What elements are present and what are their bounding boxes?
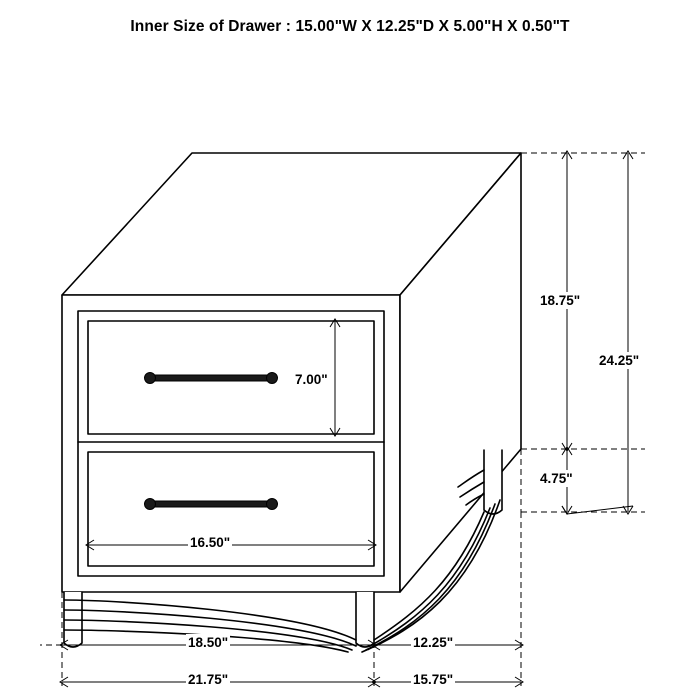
page-title: Inner Size of Drawer : 15.00"W X 12.25"D X 5.00"H X 0.50"T bbox=[130, 18, 570, 35]
upper-handle-end-left bbox=[145, 373, 156, 384]
dim-label-total-height: 24.25" bbox=[599, 353, 640, 368]
lower-handle-end-right bbox=[267, 499, 278, 510]
dim-line-24-25 bbox=[623, 151, 633, 514]
leg-back-right bbox=[484, 450, 502, 514]
dim-label-leg-height: 4.75" bbox=[540, 471, 573, 486]
dim-label-front-leg-span: 18.50" bbox=[188, 635, 229, 650]
dim-label-upper-body-height: 18.75" bbox=[540, 293, 581, 308]
dim-label-drawer-front-width: 16.50" bbox=[190, 535, 231, 550]
dim-label-total-width: 21.75" bbox=[188, 672, 229, 687]
upper-handle-end-right bbox=[267, 373, 278, 384]
dim-label-side-depth: 12.25" bbox=[413, 635, 454, 650]
dim-label-total-depth: 15.75" bbox=[413, 672, 454, 687]
upper-drawer-handle bbox=[152, 375, 270, 381]
dim-label-drawer-front-height: 7.00" bbox=[295, 372, 328, 387]
leg-front-right bbox=[356, 592, 374, 647]
lower-handle-end-left bbox=[145, 499, 156, 510]
lower-drawer-handle bbox=[152, 501, 270, 507]
